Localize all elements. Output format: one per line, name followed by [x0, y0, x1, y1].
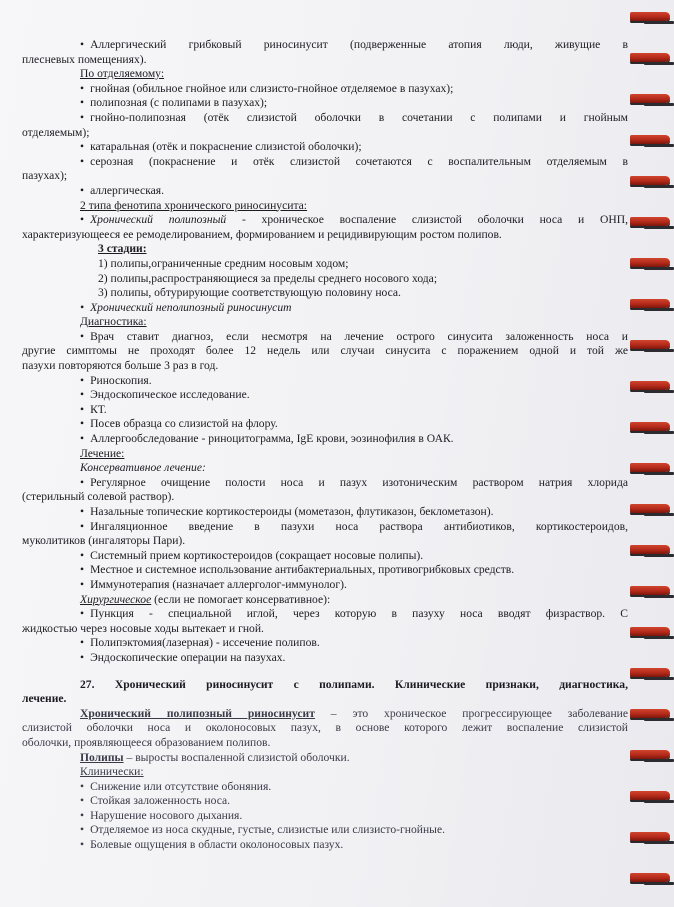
binding-coil: [630, 135, 670, 144]
list-item: • Полипэктомия(лазерная) - иссечение полипов.: [22, 636, 628, 651]
list-item: • Ингаляционное введение в пазухи носа раствора антибиотиков, кортикостероидов,: [22, 520, 628, 535]
phenotype-polypous: [22, 213, 628, 228]
text-line: оболочки, проявляющееся образованием полипов.: [22, 735, 271, 749]
diagnostics-paragraph: • Врач ставит диагноз, если несмотря на лечение острого синусита заложенность носа и: [22, 330, 628, 345]
list-item: • Посев образца со слизистой на флору.: [22, 417, 628, 432]
binding-coil: [630, 750, 670, 759]
subheading-clinical: Клинически:: [80, 765, 144, 779]
list-item: • Назальные топические кортикостероиды (мометазон, флутиказон, беклометазон).: [22, 505, 628, 520]
subheading-phenotypes: 2 типа фенотипа хронического риносинусита:: [80, 198, 308, 212]
binding-coil: [630, 709, 670, 718]
phenotype-name: Хронический полипозный: [90, 213, 227, 227]
text-line: лечение.: [22, 692, 67, 706]
phenotype-nonpolypous: • Хронический неполипозный риносинусит: [22, 301, 628, 316]
list-item: • Местное и системное использование антибактериальных, противогрибковых средств.: [22, 563, 628, 578]
binding-coil: [630, 873, 670, 882]
surgical-note: (если не помогает консервативное):: [151, 592, 331, 606]
binding-coil: [630, 381, 670, 390]
binding-coil: [630, 463, 670, 472]
subheading-discharge: По отделяемому:: [80, 67, 165, 81]
list-item: • серозная (покраснение и отёк слизистой сочетаются с воспалительным отделяемым в: [22, 155, 628, 170]
binding-coil: [630, 545, 670, 554]
subheading-conservative: Консервативное лечение:: [80, 461, 206, 475]
subheading-surgical: [22, 593, 628, 608]
binding-coil: [630, 176, 670, 185]
list-item: • катаральная (отёк и покраснение слизистой оболочки);: [22, 140, 628, 155]
text-line: муколитиков (ингаляторы Пари).: [22, 534, 186, 548]
binding-coil: [630, 832, 670, 841]
definition: – выросты воспаленной слизистой оболочки.: [123, 750, 350, 764]
text-line: плесневых помещениях).: [22, 52, 147, 66]
polyps-definition: [22, 751, 628, 766]
list-item: • гнойная (обильное гнойное или слизисто-гнойное отделяемое в пазухах);: [22, 82, 628, 97]
text-line: характеризующееся ее ремоделированием, формированием и рецидивирующим ростом полипов.: [22, 227, 502, 241]
list-item: • КТ.: [22, 403, 628, 418]
stage-item: 2) полипы,распространяющиеся за пределы среднего носового хода;: [98, 271, 438, 285]
binding-coil: [630, 422, 670, 431]
binding-coil: [630, 791, 670, 800]
bullet-allergic-fungal: • Аллергический грибковый риносинусит (подверженные атопия люди, живущие в: [22, 38, 628, 53]
binding-coil: [630, 340, 670, 349]
list-item: • Эндоскопические операции на пазухах.: [22, 651, 628, 666]
list-item: • Снижение или отсутствие обоняния.: [22, 780, 628, 795]
definition: – это хроническое прогрессирующее заболевание: [314, 706, 629, 720]
stage-item: 3) полипы, обтурирующие соответствующую половину носа.: [98, 286, 401, 300]
binding-coil: [630, 668, 670, 677]
binding-coil: [630, 94, 670, 103]
term: Хронический полипозный риносинусит: [80, 706, 315, 720]
spiral-binding: [628, 0, 674, 907]
text-line: пазухах);: [22, 169, 68, 183]
list-item: • Системный прием кортикостероидов (сокращает носовые полипы).: [22, 549, 628, 564]
spacer: [22, 666, 628, 678]
list-item: • Пункция - специальной иглой, через которую в пазуху носа вводят физраствор. С: [22, 607, 628, 622]
text-line: пазухи повторяются больше 3 раз в год.: [22, 359, 219, 373]
list-item: • Эндоскопическое исследование.: [22, 388, 628, 403]
list-item: • Стойкая заложенность носа.: [22, 794, 628, 809]
binding-coil: [630, 258, 670, 267]
text-line: слизистой оболочки носа и околоносовых пазух, в основе которого лежит воспаление слизистой: [22, 721, 628, 735]
subheading-diagnostics: Диагностика:: [80, 315, 147, 329]
binding-coil: [630, 12, 670, 21]
list-item: • аллергическая.: [22, 184, 628, 199]
phenotype-desc: - хроническое воспаление слизистой оболочки носа и ОНП,: [226, 213, 628, 227]
list-item: • Аллергообследование - риноцитограмма, IgE крови, эозинофилия в ОАК.: [22, 432, 628, 447]
binding-coil: [630, 627, 670, 636]
list-item: • полипозная (с полипами в пазухах);: [22, 96, 628, 111]
subheading-treatment: Лечение:: [80, 446, 125, 460]
binding-coil: [630, 504, 670, 513]
term: Полипы: [80, 750, 124, 764]
list-item: • Иммунотерапия (назначает аллерголог-иммунолог).: [22, 578, 628, 593]
subheading-stages: 3 стадии:: [98, 242, 147, 256]
list-item: • Регулярное очищение полости носа и пазух изотоническим раствором натрия хлорида: [22, 476, 628, 491]
list-item: • Отделяемое из носа скудные, густые, слизистые или слизисто-гнойные.: [22, 823, 628, 838]
binding-coil: [630, 217, 670, 226]
surgical-label: Хирургическое: [80, 592, 152, 606]
text-line: другие симптомы не проходят более 12 недель или случаи синусита с поражением одной и той же: [22, 344, 628, 358]
list-item: • гнойно-полипозная (отёк слизистой оболочки в сочетании с полипами и гнойным: [22, 111, 628, 126]
binding-coil: [630, 299, 670, 308]
binding-coil: [630, 586, 670, 595]
list-item: • Болевые ощущения в области околоносовых пазух.: [22, 838, 628, 853]
binding-coil: [630, 53, 670, 62]
section-heading-27: 27. Хронический риносинусит с полипами. Клинические признаки, диагностика,: [80, 677, 628, 691]
text-line: жидкостью через носовые ходы вытекает и гной.: [22, 621, 264, 635]
definition-paragraph: [22, 707, 628, 722]
stage-item: 1) полипы,ограниченные средним носовым ходом;: [98, 256, 349, 270]
list-item: • Нарушение носового дыхания.: [22, 809, 628, 824]
text-line: (стерильный солевой раствор).: [22, 490, 175, 504]
document-text: [22, 38, 628, 853]
text-line: отделяемым);: [22, 125, 90, 139]
list-item: • Риноскопия.: [22, 374, 628, 389]
